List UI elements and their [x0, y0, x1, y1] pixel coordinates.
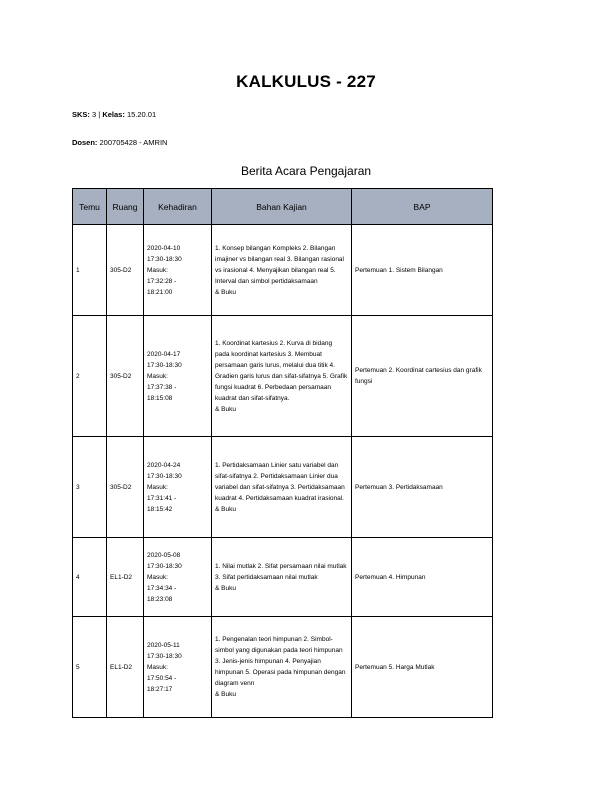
kelas-label: Kelas:: [102, 110, 125, 119]
ruang-cell: EL1-D2: [107, 538, 144, 617]
kehadiran-line: 17:30-18:30: [147, 255, 182, 263]
bahan-kajian-text: 1. Nilai mutlak 2. Sifat persamaan nilai mutlak 3. Sifat pertidaksamaan nilai mutlak: [215, 562, 347, 581]
temu-cell: 3: [73, 437, 107, 538]
kehadiran-cell: [144, 316, 212, 437]
bahan-kajian-text: 1. Konsep bilangan Kompleks 2. Bilangan imajiner vs bilangan real 3. Bilangan rasional vs irasional 4. Menyajikan bilangan real 5. Interval dan simbol pertidaksamaan: [215, 244, 344, 285]
bap-cell: Pertemuan 2. Koordinat cartesius dan grafik fungsi: [352, 316, 493, 437]
kehadiran-line: 2020-04-10: [147, 244, 181, 252]
bahan-lainnya-text: & Buku: [215, 288, 236, 296]
kehadiran-line: Masuk:: [147, 372, 168, 380]
bahan-kajian-cell: [212, 538, 352, 617]
temu-cell: 5: [73, 617, 107, 718]
kehadiran-line: Masuk:: [147, 266, 168, 274]
temu-cell: 4: [73, 538, 107, 617]
kehadiran-cell: [144, 538, 212, 617]
sks-label: SKS:: [72, 110, 90, 119]
sks-value: 3: [92, 110, 97, 119]
kehadiran-line: 2020-05-08: [147, 551, 181, 559]
kehadiran-line: Masuk:: [147, 573, 168, 581]
document-title: KALKULUS - 227: [236, 72, 376, 91]
dosen-label: Dosen:: [72, 138, 98, 147]
bahan-kajian-cell: [212, 437, 352, 538]
kehadiran-line: 18:15:42: [147, 505, 173, 513]
kehadiran-line: 17:31:41 -: [147, 494, 177, 502]
kehadiran-line: 17:37:38 -: [147, 383, 177, 391]
kehadiran-line: 18:21:00: [147, 288, 173, 296]
kehadiran-line: 2020-04-24: [147, 461, 181, 469]
dosen-value: 200705428 - AMRIN: [99, 138, 168, 147]
bahan-kajian-text: 1. Koordinat kartesius 2. Kurva di bidang pada koordinat kartesius 3. Membuat persamaan garis lurus, melalui dua titik 4. Gradien garis lurus dan sifat-sifatnya 5. Grafik fungsi kuadrat 6. Perbedaan persamaan kuadrat dan sifat-sifatnya.: [215, 339, 348, 402]
kehadiran-cell: [144, 437, 212, 538]
kehadiran-line: 2020-04-17: [147, 350, 181, 358]
table-row: [73, 225, 493, 316]
kehadiran-line: Masuk:: [147, 663, 168, 671]
ruang-cell: 305-D2: [107, 225, 144, 316]
kehadiran-line: Masuk:: [147, 483, 168, 491]
kehadiran-line: 18:23:08: [147, 595, 173, 603]
bahan-kajian-cell: [212, 225, 352, 316]
table-row: [73, 316, 493, 437]
table-title: Berita Acara Pengajaran: [240, 164, 372, 178]
header-bahan-kajian: Bahan Kajian: [212, 189, 352, 225]
temu-cell: 1: [73, 225, 107, 316]
header-kehadiran: Kehadiran: [144, 189, 212, 225]
meta-separator: |: [98, 110, 101, 119]
ruang-cell: 305-D2: [107, 437, 144, 538]
bahan-kajian-cell: [212, 316, 352, 437]
kehadiran-line: 17:32:28 -: [147, 277, 177, 285]
kehadiran-line: 2020-05-11: [147, 641, 180, 649]
kehadiran-cell: [144, 617, 212, 718]
bap-cell: Pertemuan 1. Sistem Bilangan: [352, 225, 493, 316]
kehadiran-line: 18:15:08: [147, 394, 173, 402]
lecturer-meta: [72, 138, 167, 147]
kelas-value: 15.20.01: [126, 110, 157, 119]
bap-cell: Pertemuan 4. Himpunan: [352, 538, 493, 617]
bahan-kajian-cell: [212, 617, 352, 718]
kehadiran-line: 17:30-18:30: [147, 472, 182, 480]
ruang-cell: 305-D2: [107, 316, 144, 437]
bap-cell: Pertemuan 5. Harga Mutlak: [352, 617, 493, 718]
table-row: [73, 617, 493, 718]
bahan-lainnya-text: & Buku: [215, 584, 236, 592]
header-temu: Temu: [73, 189, 107, 225]
table-header-row: [73, 189, 493, 225]
bahan-lainnya-text: & Buku: [215, 691, 236, 698]
kehadiran-line: 17:30-18:30: [147, 361, 182, 369]
ruang-cell: EL1-D2: [107, 617, 144, 718]
bap-cell: Pertemuan 3. Pertidaksamaan: [352, 437, 493, 538]
header-ruang: Ruang: [107, 189, 144, 225]
bahan-kajian-text: 1. Pertidaksamaan Linier satu variabel dan sifat-sifatnya 2. Pertidaksamaan Linier dua variabel dan sifat-sifatnya 3. Pertidaksamaan kuadrat 4. Pertidaksamaan kuadrat irasional.: [215, 461, 345, 502]
bahan-kajian-text: 1. Pengenalan teori himpunan 2. Simbol-simbol yang digunakan pada teori himpunan 3. Jenis-jenis himpunan 4. Penyajian himpunan 5. Operasi pada himpunan dengan diagram venn: [215, 636, 346, 687]
kehadiran-line: 17:30-18:30: [147, 652, 182, 660]
bap-table: [72, 188, 493, 718]
bahan-lainnya-text: & Buku: [215, 505, 236, 513]
course-meta: [72, 110, 156, 119]
table-row: [73, 538, 493, 617]
table-row: [73, 437, 493, 538]
bahan-lainnya-text: & Buku: [215, 405, 236, 413]
kehadiran-line: 17:34:34 -: [147, 584, 177, 592]
kehadiran-line: 17:30-18:30: [147, 562, 182, 570]
header-bap: BAP: [352, 189, 493, 225]
temu-cell: 2: [73, 316, 107, 437]
kehadiran-line: 17:50:54 -: [147, 674, 177, 682]
kehadiran-cell: [144, 225, 212, 316]
kehadiran-line: 18:27:17: [147, 685, 173, 693]
